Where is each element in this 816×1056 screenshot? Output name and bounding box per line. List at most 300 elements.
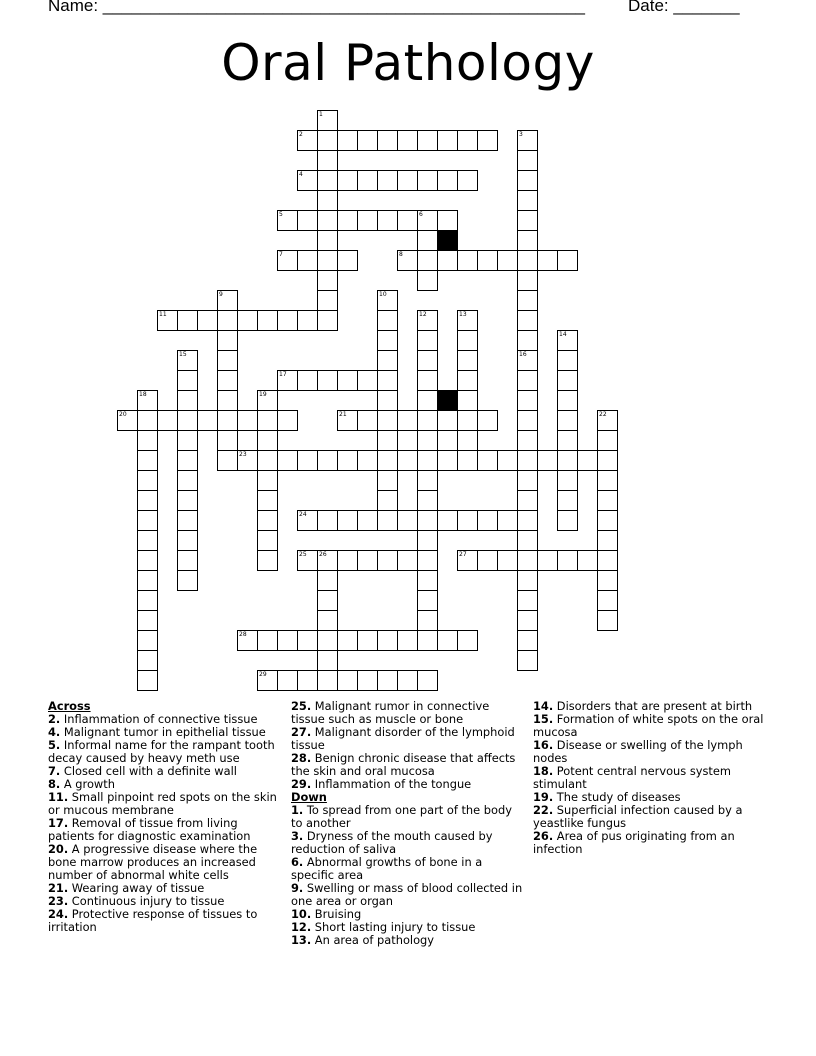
grid-cell[interactable] bbox=[437, 130, 458, 151]
grid-cell[interactable] bbox=[317, 510, 338, 531]
grid-cell[interactable] bbox=[257, 390, 278, 411]
grid-cell[interactable] bbox=[137, 390, 158, 411]
grid-cell[interactable] bbox=[237, 410, 258, 431]
grid-cell[interactable] bbox=[257, 550, 278, 571]
grid-cell[interactable] bbox=[437, 450, 458, 471]
grid-cell[interactable] bbox=[297, 210, 318, 231]
clues-column-1 bbox=[48, 700, 280, 934]
clue-item bbox=[291, 804, 523, 830]
grid-cell[interactable] bbox=[417, 210, 438, 231]
grid-cell[interactable] bbox=[297, 250, 318, 271]
grid-cell[interactable] bbox=[597, 490, 618, 511]
grid-cell[interactable] bbox=[457, 630, 478, 651]
grid-cell[interactable] bbox=[177, 570, 198, 591]
grid-cell[interactable] bbox=[297, 630, 318, 651]
grid-cell[interactable] bbox=[557, 430, 578, 451]
clue-item-text: Inflammation of the tongue bbox=[311, 777, 472, 791]
grid-cell[interactable] bbox=[417, 610, 438, 631]
grid-cell[interactable] bbox=[297, 130, 318, 151]
grid-cell[interactable] bbox=[137, 650, 158, 671]
grid-cell[interactable] bbox=[457, 510, 478, 531]
grid-cell[interactable] bbox=[257, 470, 278, 491]
grid-cell[interactable] bbox=[477, 410, 498, 431]
grid-cell[interactable] bbox=[377, 670, 398, 691]
grid-cell[interactable] bbox=[417, 370, 438, 391]
grid-cell[interactable] bbox=[217, 350, 238, 371]
grid-cell[interactable] bbox=[277, 630, 298, 651]
grid-cell[interactable] bbox=[317, 270, 338, 291]
grid-cell[interactable] bbox=[377, 450, 398, 471]
grid-cell[interactable] bbox=[317, 190, 338, 211]
grid-cell[interactable] bbox=[337, 670, 358, 691]
grid-cell[interactable] bbox=[457, 410, 478, 431]
grid-cell[interactable] bbox=[597, 430, 618, 451]
grid-cell[interactable] bbox=[377, 210, 398, 231]
grid-cell[interactable] bbox=[337, 370, 358, 391]
grid-cell[interactable] bbox=[597, 530, 618, 551]
grid-cell[interactable] bbox=[117, 410, 138, 431]
grid-cell[interactable] bbox=[257, 630, 278, 651]
grid-cell[interactable] bbox=[317, 610, 338, 631]
grid-cell[interactable] bbox=[517, 650, 538, 671]
grid-cell[interactable] bbox=[397, 670, 418, 691]
grid-cell[interactable] bbox=[517, 370, 538, 391]
grid-cell[interactable] bbox=[457, 250, 478, 271]
grid-cell[interactable] bbox=[517, 470, 538, 491]
grid-cell[interactable] bbox=[477, 510, 498, 531]
grid-cell[interactable] bbox=[337, 510, 358, 531]
grid-cell[interactable] bbox=[277, 310, 298, 331]
grid-cell[interactable] bbox=[177, 310, 198, 331]
grid-cell[interactable] bbox=[317, 150, 338, 171]
grid-cell[interactable] bbox=[457, 370, 478, 391]
grid-cell[interactable] bbox=[517, 590, 538, 611]
grid-cell[interactable] bbox=[377, 410, 398, 431]
grid-cell[interactable] bbox=[337, 250, 358, 271]
grid-cell[interactable] bbox=[517, 310, 538, 331]
grid-cell[interactable] bbox=[497, 510, 518, 531]
grid-cell[interactable] bbox=[177, 370, 198, 391]
grid-cell[interactable] bbox=[557, 510, 578, 531]
grid-cell[interactable] bbox=[417, 630, 438, 651]
clue-number: 18 bbox=[139, 391, 147, 398]
grid-cell[interactable] bbox=[137, 670, 158, 691]
grid-cell[interactable] bbox=[457, 130, 478, 151]
grid-cell[interactable] bbox=[377, 630, 398, 651]
clue-item-text: The study of diseases bbox=[553, 790, 681, 804]
grid-cell[interactable] bbox=[317, 590, 338, 611]
grid-cell[interactable] bbox=[357, 170, 378, 191]
grid-cell[interactable] bbox=[557, 370, 578, 391]
clue-item bbox=[291, 752, 523, 778]
grid-cell[interactable] bbox=[417, 130, 438, 151]
grid-cell[interactable] bbox=[497, 250, 518, 271]
grid-cell[interactable] bbox=[317, 210, 338, 231]
grid-cell[interactable] bbox=[217, 330, 238, 351]
clue-item-number: 17. bbox=[48, 816, 69, 830]
grid-cell[interactable] bbox=[157, 410, 178, 431]
grid-cell[interactable] bbox=[337, 630, 358, 651]
grid-cell[interactable] bbox=[377, 330, 398, 351]
grid-cell[interactable] bbox=[537, 250, 558, 271]
grid-cell[interactable] bbox=[237, 310, 258, 331]
grid-cell[interactable] bbox=[437, 210, 458, 231]
grid-cell[interactable] bbox=[137, 610, 158, 631]
grid-cell[interactable] bbox=[317, 630, 338, 651]
grid-cell[interactable] bbox=[537, 450, 558, 471]
grid-cell[interactable] bbox=[137, 550, 158, 571]
grid-cell[interactable] bbox=[297, 550, 318, 571]
grid-cell[interactable] bbox=[137, 630, 158, 651]
grid-cell[interactable] bbox=[377, 310, 398, 331]
grid-cell[interactable] bbox=[297, 310, 318, 331]
grid-cell[interactable] bbox=[457, 310, 478, 331]
clue-item-text: Protective response of tissues to irritation bbox=[48, 907, 258, 934]
grid-cell[interactable] bbox=[197, 310, 218, 331]
grid-cell[interactable] bbox=[337, 130, 358, 151]
clue-item-text: Small pinpoint red spots on the skin or mucous membrane bbox=[48, 790, 277, 817]
grid-cell[interactable] bbox=[517, 190, 538, 211]
clue-number: 24 bbox=[299, 511, 307, 518]
grid-cell[interactable] bbox=[357, 210, 378, 231]
grid-cell[interactable] bbox=[397, 250, 418, 271]
clue-item-number: 2. bbox=[48, 712, 61, 726]
grid-cell[interactable] bbox=[417, 530, 438, 551]
grid-cell[interactable] bbox=[557, 550, 578, 571]
clue-item-number: 3. bbox=[291, 829, 304, 843]
grid-cell[interactable] bbox=[417, 470, 438, 491]
grid-cell[interactable] bbox=[357, 550, 378, 571]
grid-cell[interactable] bbox=[357, 410, 378, 431]
grid-cell[interactable] bbox=[317, 110, 338, 131]
grid-cell[interactable] bbox=[377, 290, 398, 311]
clue-item bbox=[48, 791, 280, 817]
grid-cell[interactable] bbox=[317, 370, 338, 391]
grid-cell[interactable] bbox=[417, 590, 438, 611]
grid-cell[interactable] bbox=[597, 590, 618, 611]
grid-cell[interactable] bbox=[317, 650, 338, 671]
grid-cell[interactable] bbox=[497, 450, 518, 471]
grid-cell[interactable] bbox=[377, 550, 398, 571]
clue-number: 15 bbox=[179, 351, 187, 358]
grid-cell[interactable] bbox=[137, 530, 158, 551]
grid-cell[interactable] bbox=[317, 450, 338, 471]
grid-cell[interactable] bbox=[597, 450, 618, 471]
grid-cell[interactable] bbox=[437, 630, 458, 651]
clue-number: 27 bbox=[459, 551, 467, 558]
grid-cell[interactable] bbox=[277, 370, 298, 391]
grid-cell[interactable] bbox=[517, 150, 538, 171]
grid-cell[interactable] bbox=[397, 410, 418, 431]
grid-cell[interactable] bbox=[557, 470, 578, 491]
grid-cell[interactable] bbox=[277, 670, 298, 691]
grid-cell[interactable] bbox=[177, 430, 198, 451]
grid-cell[interactable] bbox=[557, 390, 578, 411]
grid-cell[interactable] bbox=[277, 450, 298, 471]
grid-cell[interactable] bbox=[457, 390, 478, 411]
clue-item-number: 11. bbox=[48, 790, 69, 804]
grid-cell[interactable] bbox=[137, 470, 158, 491]
grid-cell[interactable] bbox=[177, 470, 198, 491]
grid-cell[interactable] bbox=[417, 170, 438, 191]
grid-cell[interactable] bbox=[517, 350, 538, 371]
grid-cell[interactable] bbox=[417, 270, 438, 291]
grid-cell[interactable] bbox=[457, 330, 478, 351]
clue-item-text: Removal of tissue from living patients for diagnostic examination bbox=[48, 816, 251, 843]
grid-cell[interactable] bbox=[517, 250, 538, 271]
grid-cell[interactable] bbox=[297, 510, 318, 531]
clue-item-number: 22. bbox=[533, 803, 554, 817]
grid-cell[interactable] bbox=[177, 490, 198, 511]
grid-cell[interactable] bbox=[397, 130, 418, 151]
grid-cell[interactable] bbox=[417, 230, 438, 251]
grid-cell[interactable] bbox=[377, 370, 398, 391]
grid-cell[interactable] bbox=[417, 430, 438, 451]
grid-cell[interactable] bbox=[377, 430, 398, 451]
clue-item-number: 8. bbox=[48, 777, 61, 791]
grid-cell[interactable] bbox=[457, 350, 478, 371]
clue-item-number: 1. bbox=[291, 803, 304, 817]
grid-cell[interactable] bbox=[317, 570, 338, 591]
grid-cell[interactable] bbox=[357, 450, 378, 471]
grid-cell[interactable] bbox=[577, 550, 598, 571]
grid-cell[interactable] bbox=[557, 490, 578, 511]
grid-cell[interactable] bbox=[317, 250, 338, 271]
grid-cell[interactable] bbox=[217, 310, 238, 331]
grid-cell[interactable] bbox=[197, 410, 218, 431]
grid-cell[interactable] bbox=[457, 450, 478, 471]
grid-cell[interactable] bbox=[517, 290, 538, 311]
grid-cell[interactable] bbox=[137, 590, 158, 611]
grid-cell[interactable] bbox=[517, 330, 538, 351]
grid-cell[interactable] bbox=[397, 450, 418, 471]
grid-cell[interactable] bbox=[337, 410, 358, 431]
grid-cell[interactable] bbox=[417, 330, 438, 351]
clue-item-number: 13. bbox=[291, 933, 312, 947]
clue-number: 21 bbox=[339, 411, 347, 418]
grid-cell[interactable] bbox=[417, 390, 438, 411]
grid-cell[interactable] bbox=[297, 450, 318, 471]
grid-cell[interactable] bbox=[377, 170, 398, 191]
grid-cell[interactable] bbox=[437, 170, 458, 191]
grid-cell[interactable] bbox=[397, 210, 418, 231]
grid-cell[interactable] bbox=[517, 490, 538, 511]
grid-cell[interactable] bbox=[257, 310, 278, 331]
grid-cell[interactable] bbox=[457, 170, 478, 191]
clue-item-text: Closed cell with a definite wall bbox=[60, 764, 237, 778]
grid-cell[interactable] bbox=[357, 130, 378, 151]
grid-cell[interactable] bbox=[177, 510, 198, 531]
grid-cell[interactable] bbox=[477, 250, 498, 271]
grid-cell[interactable] bbox=[317, 670, 338, 691]
grid-cell[interactable] bbox=[357, 370, 378, 391]
grid-cell[interactable] bbox=[317, 290, 338, 311]
clue-number: 17 bbox=[279, 371, 287, 378]
clue-item-number: 9. bbox=[291, 881, 304, 895]
grid-cell[interactable] bbox=[517, 410, 538, 431]
grid-cell[interactable] bbox=[477, 550, 498, 571]
grid-cell[interactable] bbox=[517, 130, 538, 151]
grid-cell[interactable] bbox=[257, 430, 278, 451]
grid-cell[interactable] bbox=[217, 410, 238, 431]
grid-cell[interactable] bbox=[137, 430, 158, 451]
grid-cell[interactable] bbox=[417, 550, 438, 571]
clue-item bbox=[48, 908, 280, 934]
grid-cell[interactable] bbox=[597, 410, 618, 431]
grid-cell[interactable] bbox=[417, 350, 438, 371]
grid-cell[interactable] bbox=[397, 170, 418, 191]
grid-cell[interactable] bbox=[557, 450, 578, 471]
grid-cell[interactable] bbox=[377, 130, 398, 151]
grid-cell[interactable] bbox=[137, 570, 158, 591]
grid-cell[interactable] bbox=[317, 230, 338, 251]
name-field: Name: ___________________________________________________ bbox=[48, 0, 585, 15]
grid-cell[interactable] bbox=[357, 510, 378, 531]
grid-cell[interactable] bbox=[137, 450, 158, 471]
grid-cell[interactable] bbox=[297, 670, 318, 691]
grid-cell[interactable] bbox=[257, 490, 278, 511]
grid-cell[interactable] bbox=[177, 350, 198, 371]
grid-cell[interactable] bbox=[137, 490, 158, 511]
clue-heading: Down bbox=[291, 790, 327, 804]
grid-cell[interactable] bbox=[217, 370, 238, 391]
grid-cell[interactable] bbox=[517, 430, 538, 451]
clue-number: 1 bbox=[319, 111, 323, 118]
grid-cell[interactable] bbox=[337, 210, 358, 231]
grid-cell[interactable] bbox=[177, 550, 198, 571]
grid-cell[interactable] bbox=[597, 510, 618, 531]
grid-cell[interactable] bbox=[477, 450, 498, 471]
grid-cell[interactable] bbox=[397, 630, 418, 651]
grid-cell[interactable] bbox=[557, 250, 578, 271]
grid-cell[interactable] bbox=[417, 250, 438, 271]
grid-cell[interactable] bbox=[237, 450, 258, 471]
grid-cell[interactable] bbox=[417, 510, 438, 531]
grid-cell[interactable] bbox=[277, 210, 298, 231]
grid-cell[interactable] bbox=[177, 450, 198, 471]
grid-cell[interactable] bbox=[557, 330, 578, 351]
grid-cell[interactable] bbox=[177, 410, 198, 431]
grid-cell[interactable] bbox=[417, 410, 438, 431]
grid-cell[interactable] bbox=[297, 170, 318, 191]
grid-cell[interactable] bbox=[517, 550, 538, 571]
grid-cell[interactable] bbox=[517, 210, 538, 231]
grid-cell[interactable] bbox=[257, 510, 278, 531]
grid-cell[interactable] bbox=[217, 390, 238, 411]
grid-cell[interactable] bbox=[157, 310, 178, 331]
grid-cell[interactable] bbox=[317, 170, 338, 191]
grid-cell[interactable] bbox=[357, 670, 378, 691]
grid-cell[interactable] bbox=[517, 230, 538, 251]
grid-cell[interactable] bbox=[277, 410, 298, 431]
clue-item-number: 25. bbox=[291, 699, 312, 713]
grid-cell[interactable] bbox=[137, 410, 158, 431]
grid-cell[interactable] bbox=[337, 550, 358, 571]
grid-cell[interactable] bbox=[217, 430, 238, 451]
grid-cell[interactable] bbox=[257, 670, 278, 691]
grid-cell[interactable] bbox=[457, 550, 478, 571]
grid-cell[interactable] bbox=[417, 490, 438, 511]
clue-number: 29 bbox=[259, 671, 267, 678]
grid-cell[interactable] bbox=[317, 550, 338, 571]
clue-item-number: 15. bbox=[533, 712, 554, 726]
grid-cell[interactable] bbox=[317, 310, 338, 331]
clue-number: 22 bbox=[599, 411, 607, 418]
grid-cell[interactable] bbox=[137, 510, 158, 531]
clue-heading: Across bbox=[48, 699, 91, 713]
grid-cell[interactable] bbox=[597, 570, 618, 591]
grid-cell[interactable] bbox=[177, 530, 198, 551]
grid-cell[interactable] bbox=[517, 170, 538, 191]
grid-cell[interactable] bbox=[357, 630, 378, 651]
grid-cell[interactable] bbox=[417, 450, 438, 471]
grid-cell[interactable] bbox=[317, 130, 338, 151]
clue-number: 6 bbox=[419, 211, 423, 218]
grid-cell[interactable] bbox=[557, 350, 578, 371]
clue-item-text: Inflammation of connective tissue bbox=[60, 712, 258, 726]
grid-cell[interactable] bbox=[477, 130, 498, 151]
grid-cell[interactable] bbox=[237, 630, 258, 651]
grid-cell[interactable] bbox=[257, 410, 278, 431]
clue-item-text: Disorders that are present at birth bbox=[553, 699, 753, 713]
grid-cell[interactable] bbox=[597, 470, 618, 491]
grid-cell[interactable] bbox=[257, 530, 278, 551]
clue-item-text: Potent central nervous system stimulant bbox=[533, 764, 731, 791]
grid-cell[interactable] bbox=[397, 510, 418, 531]
grid-cell[interactable] bbox=[377, 510, 398, 531]
grid-cell[interactable] bbox=[437, 410, 458, 431]
grid-cell[interactable] bbox=[517, 450, 538, 471]
grid-cell[interactable] bbox=[537, 550, 558, 571]
grid-cell[interactable] bbox=[377, 490, 398, 511]
grid-cell[interactable] bbox=[417, 570, 438, 591]
grid-cell[interactable] bbox=[517, 630, 538, 651]
grid-cell[interactable] bbox=[517, 570, 538, 591]
grid-cell[interactable] bbox=[397, 550, 418, 571]
grid-cell[interactable] bbox=[557, 410, 578, 431]
grid-cell[interactable] bbox=[177, 390, 198, 411]
grid-cell[interactable] bbox=[417, 310, 438, 331]
grid-cell[interactable] bbox=[437, 250, 458, 271]
grid-cell[interactable] bbox=[597, 550, 618, 571]
grid-cell[interactable] bbox=[217, 290, 238, 311]
grid-cell[interactable] bbox=[337, 450, 358, 471]
black-square bbox=[437, 390, 458, 411]
grid-cell[interactable] bbox=[457, 430, 478, 451]
grid-cell[interactable] bbox=[257, 450, 278, 471]
grid-cell[interactable] bbox=[277, 250, 298, 271]
grid-cell[interactable] bbox=[377, 470, 398, 491]
grid-cell[interactable] bbox=[517, 610, 538, 631]
grid-cell[interactable] bbox=[217, 450, 238, 471]
grid-cell[interactable] bbox=[517, 270, 538, 291]
clue-item bbox=[533, 713, 765, 739]
grid-cell[interactable] bbox=[517, 510, 538, 531]
clue-item-text: Area of pus originating from an infection bbox=[533, 829, 735, 856]
clue-number: 19 bbox=[259, 391, 267, 398]
grid-cell[interactable] bbox=[377, 390, 398, 411]
grid-cell[interactable] bbox=[437, 510, 458, 531]
grid-cell[interactable] bbox=[497, 550, 518, 571]
grid-cell[interactable] bbox=[377, 350, 398, 371]
grid-cell[interactable] bbox=[337, 170, 358, 191]
grid-cell[interactable] bbox=[417, 670, 438, 691]
grid-cell[interactable] bbox=[597, 610, 618, 631]
grid-cell[interactable] bbox=[517, 530, 538, 551]
grid-cell[interactable] bbox=[517, 390, 538, 411]
grid-cell[interactable] bbox=[577, 450, 598, 471]
grid-cell[interactable] bbox=[297, 370, 318, 391]
